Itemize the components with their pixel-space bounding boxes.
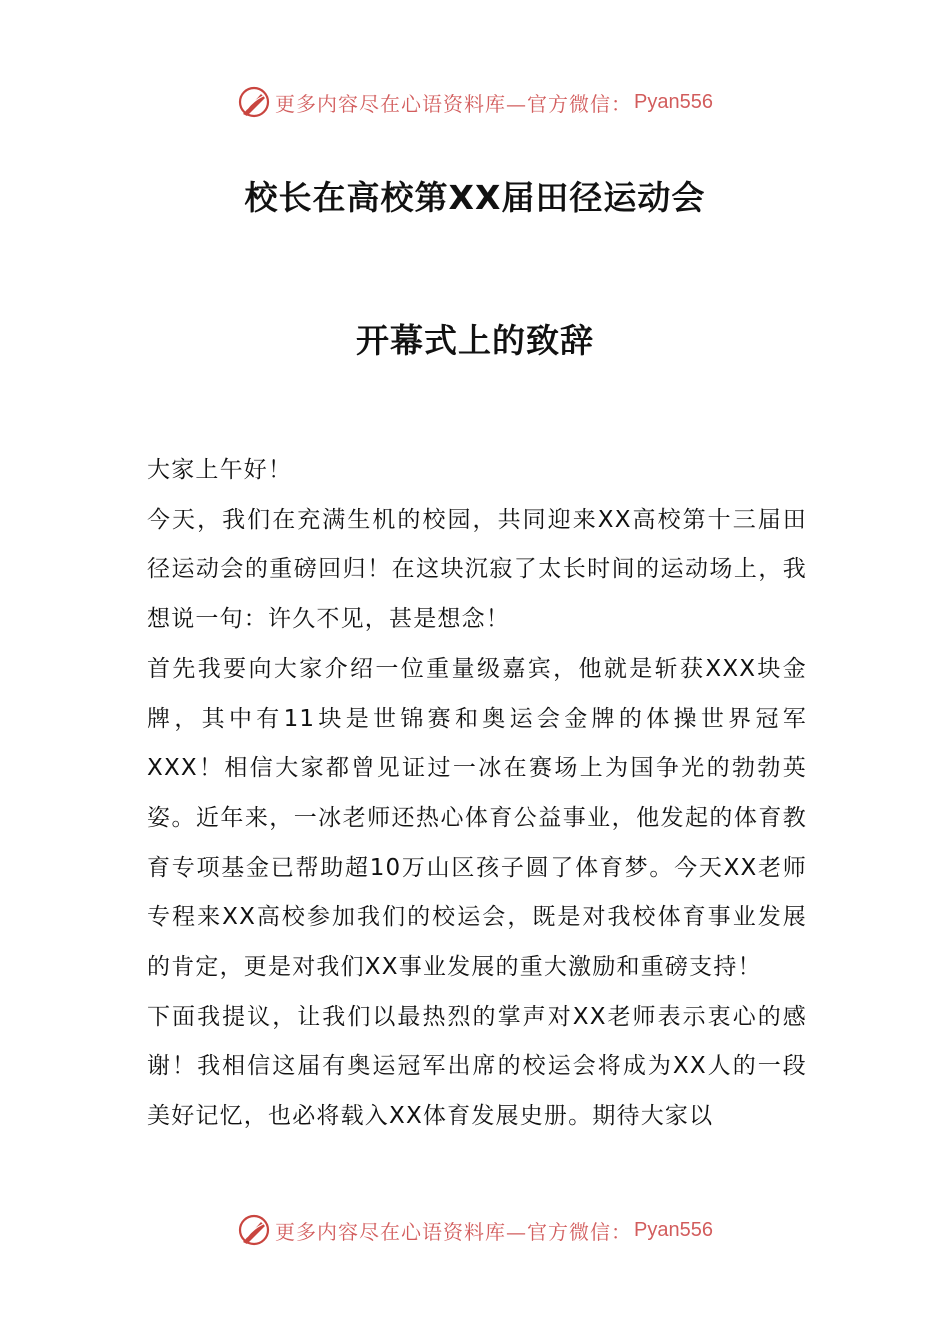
watermark-text: 更多内容尽在心语资料库—官方微信： bbox=[275, 91, 633, 116]
document-title-line-1: 校长在高校第XX届田径运动会 bbox=[244, 178, 706, 217]
wechat-id: Pyan556 bbox=[634, 1218, 713, 1241]
paragraph: 今天，我们在充满生机的校园，共同迎来XX高校第十三届田径运动会的重磅回归！在这块沉寂了太长时间的运动场上，我想说一句：许久不见，甚是想念！ bbox=[147, 506, 807, 633]
footer-watermark bbox=[0, 1208, 950, 1252]
document-title-line-2: 开幕式上的致辞 bbox=[356, 321, 594, 360]
paragraph: 下面我提议，让我们以最热烈的掌声对XX老师表示衷心的感谢！我相信这届有奥运冠军出席的校运会将成为XX人的一段美好记忆，也必将载入XX体育发展史册。期待大家以 bbox=[147, 1003, 807, 1130]
watermark-text: 更多内容尽在心语资料库—官方微信： bbox=[275, 1219, 633, 1244]
wechat-id: Pyan556 bbox=[634, 90, 713, 113]
paragraph-greeting: 大家上午好！ bbox=[147, 457, 293, 483]
pen-nib-icon bbox=[237, 85, 271, 119]
header-watermark bbox=[0, 80, 950, 124]
paragraph: 首先我要向大家介绍一位重量级嘉宾，他就是斩获XXX块金牌，其中有11块是世锦赛和奥运会金牌的体操世界冠军XXX！相信大家都曾见证过一冰在赛场上为国争光的勃勃英姿。近年来，一冰老师还热心体育公益事业，他发起的体育教育专项基金已帮助超10万山区孩子圆了体育梦。今天XX老师专程来XX高校参加我们的校运会，既是对我校体育事业发展的肯定，更是对我们XX事业发展的重大激励和重磅支持！ bbox=[147, 655, 807, 981]
pen-nib-icon bbox=[237, 1213, 271, 1247]
speech-body bbox=[147, 446, 807, 1142]
